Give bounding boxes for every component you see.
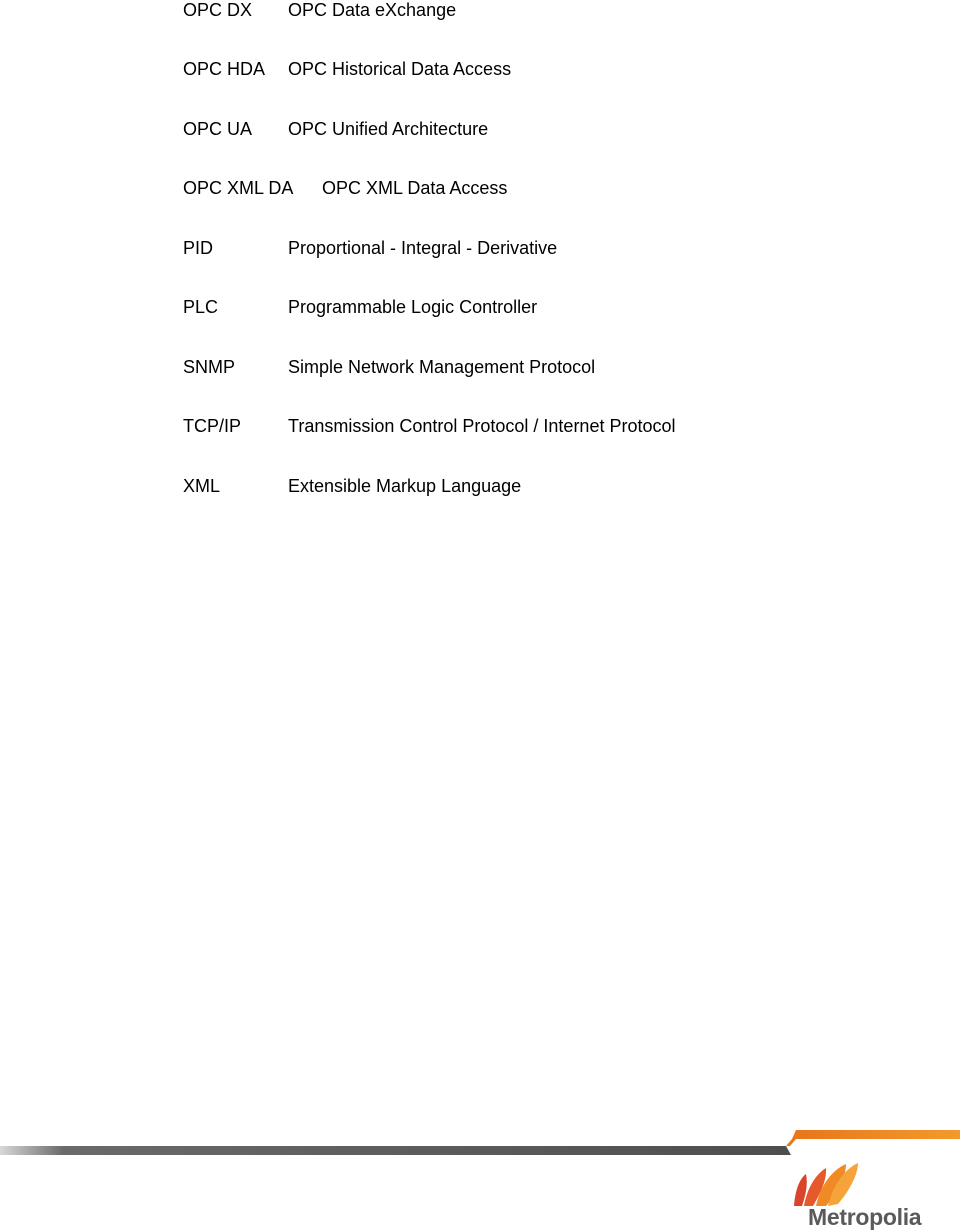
abbreviation-term: XML [183,476,221,496]
abbreviation-term: OPC UA [183,119,253,139]
abbreviation-row-plc [0,297,960,321]
abbreviation-row-opc-dx [0,0,960,24]
abbreviation-term: OPC XML DA [183,178,294,198]
abbreviation-row-snmp [0,357,960,381]
footer-gray-bar [0,1146,791,1155]
abbreviation-term: PLC [183,297,219,317]
footer-orange-bar [792,1130,960,1139]
abbreviation-definition: Simple Network Management Protocol [288,357,596,377]
abbreviation-row-tcp-ip [0,416,960,440]
abbreviation-definition: OPC XML Data Access [322,178,508,198]
abbreviation-row-pid [0,238,960,262]
abbreviation-row-xml [0,476,960,500]
footer-orange-bar-slant [786,1139,796,1146]
abbreviation-definition: Programmable Logic Controller [288,297,538,317]
abbreviation-row-opc-xml-da [0,178,960,202]
abbreviation-definition: OPC Data eXchange [288,0,457,20]
abbreviation-definition: Transmission Control Protocol / Internet Protocol [288,416,676,436]
abbreviation-definition: OPC Historical Data Access [288,59,512,79]
abbreviation-definition: OPC Unified Architecture [288,119,489,139]
abbreviation-term: OPC HDA [183,59,266,79]
abbreviation-term: SNMP [183,357,236,377]
abbreviation-definition: Extensible Markup Language [288,476,522,496]
abbreviation-term: PID [183,238,214,258]
abbreviation-term: OPC DX [183,0,253,20]
abbreviation-row-opc-hda [0,59,960,83]
abbreviation-term: TCP/IP [183,416,242,436]
footer-stripe [0,1128,960,1158]
abbreviation-definition: Proportional - Integral - Derivative [288,238,558,258]
abbreviation-row-opc-ua [0,119,960,143]
metropolia-logo-text: Metropolia [808,1204,922,1230]
page-footer [0,1128,960,1232]
